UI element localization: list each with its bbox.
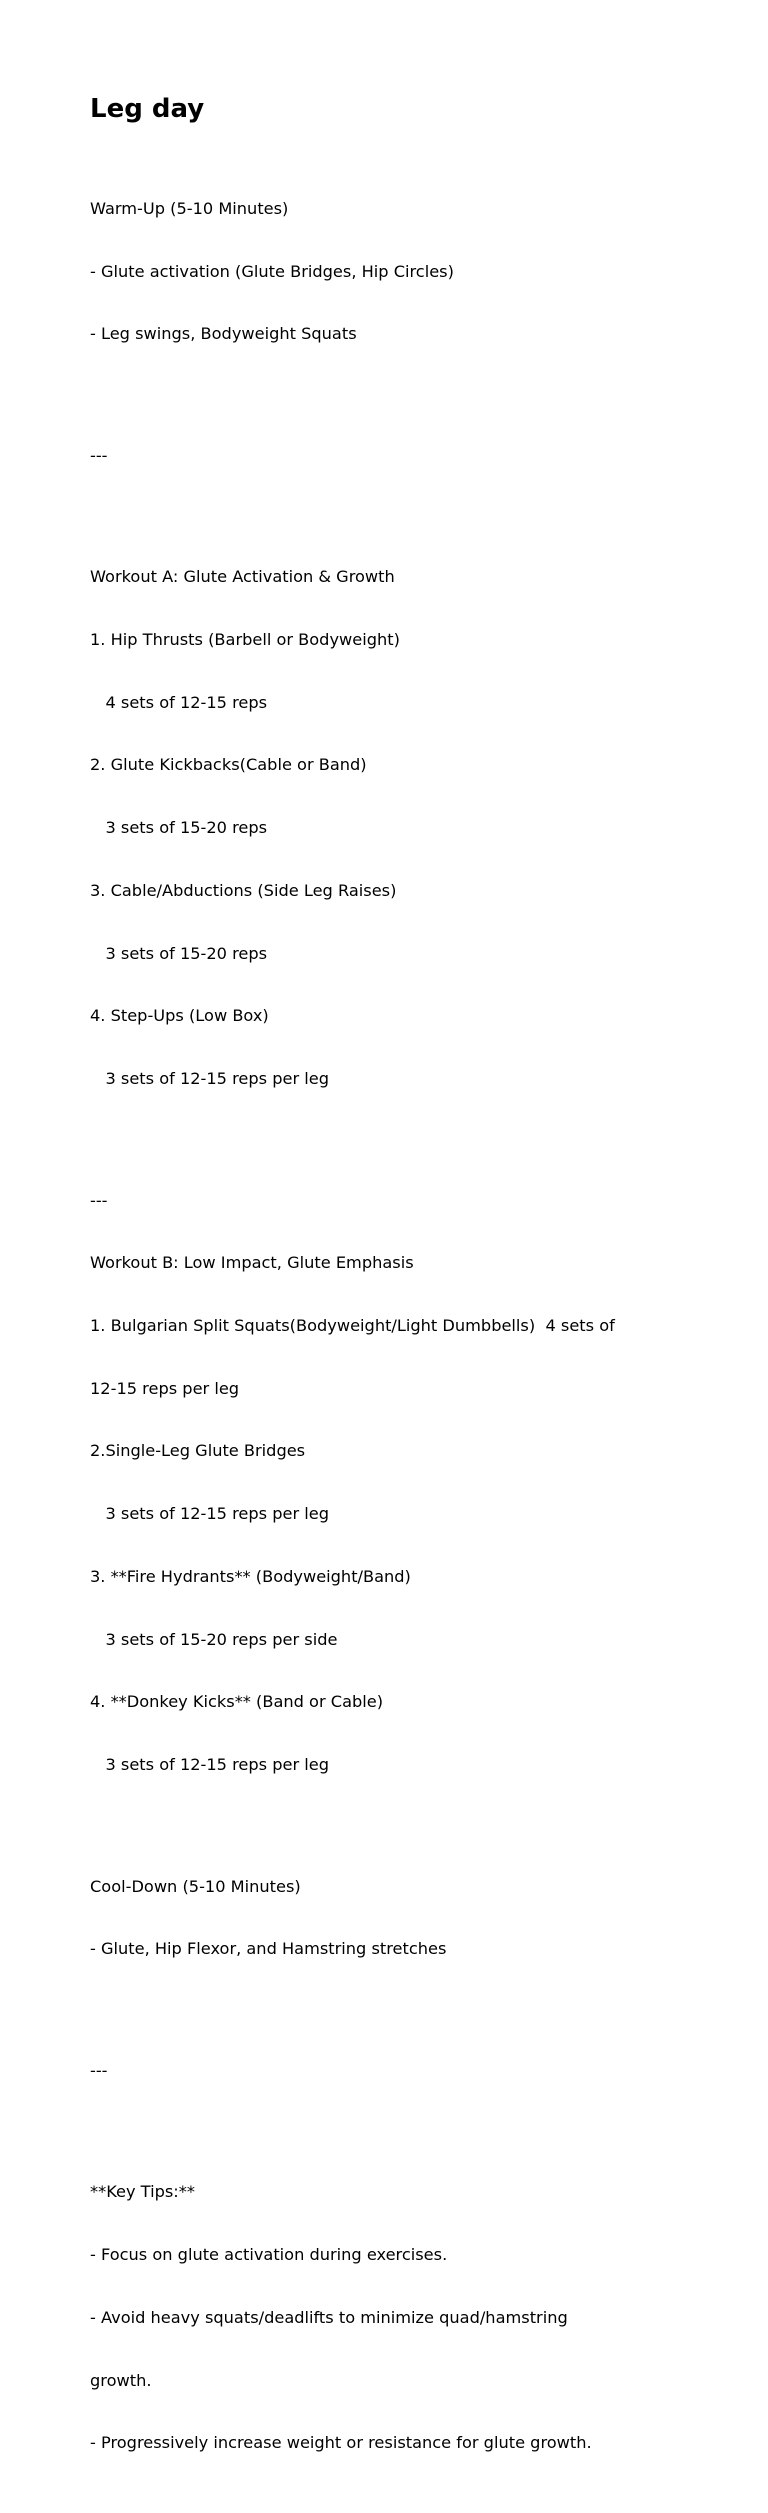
page-title: Leg day	[90, 94, 205, 124]
text-line: - Glute, Hip Flexor, and Hamstring stretches	[90, 1939, 447, 1959]
text-line: - Focus on glute activation during exercises.	[90, 2245, 448, 2265]
text-line: 3 sets of 12-15 reps per leg	[90, 1504, 330, 1524]
text-line: ---	[90, 2060, 108, 2080]
workout-a-section	[90, 526, 730, 1132]
text-line: 4 sets of 12-15 reps	[90, 692, 268, 712]
workout-b-section	[90, 1149, 730, 1818]
text-line: - Avoid heavy squats/deadlifts to minimize quad/hamstring	[90, 2307, 568, 2327]
text-line: 3 sets of 12-15 reps per leg	[90, 1755, 330, 1775]
text-line: 2.Single-Leg Glute Bridges	[90, 1441, 306, 1461]
text-line: - Leg swings, Bodyweight Squats	[90, 324, 357, 344]
text-line: growth.	[90, 2370, 152, 2390]
warmup-section	[90, 157, 730, 387]
text-line: 4. Step-Ups (Low Box)	[90, 1006, 269, 1026]
text-line: Workout B: Low Impact, Glute Emphasis	[90, 1253, 414, 1273]
text-line: - Glute activation (Glute Bridges, Hip Circles)	[90, 261, 454, 281]
text-line: 3 sets of 15-20 reps	[90, 818, 268, 838]
text-line: **Key Tips:**	[90, 2182, 195, 2202]
text-line: 3 sets of 12-15 reps per leg	[90, 1069, 330, 1089]
text-line: - Progressively increase weight or resistance for glute growth.	[90, 2433, 592, 2453]
text-line: 3 sets of 15-20 reps per side	[90, 1629, 338, 1649]
key-tips-section	[90, 2141, 730, 2496]
text-line: 2. Glute Kickbacks(Cable or Band)	[90, 755, 367, 775]
text-line: 3. Cable/Abductions (Side Leg Raises)	[90, 880, 397, 900]
text-line: 3 sets of 15-20 reps	[90, 943, 268, 963]
document-body	[90, 92, 730, 2513]
separator	[90, 404, 730, 509]
text-line: Warm-Up (5-10 Minutes)	[90, 198, 289, 218]
text-line: 4. **Donkey Kicks** (Band or Cable)	[90, 1692, 384, 1712]
text-line: 12-15 reps per leg	[90, 1378, 240, 1398]
text-line: Cool-Down (5-10 Minutes)	[90, 1876, 301, 1896]
text-line: Workout A: Glute Activation & Growth	[90, 567, 395, 587]
separator	[90, 2019, 730, 2124]
cooldown-section	[90, 1835, 730, 2002]
text-line: 3. **Fire Hydrants** (Bodyweight/Band)	[90, 1566, 411, 1586]
text-line: 1. Hip Thrusts (Barbell or Bodyweight)	[90, 630, 400, 650]
text-line: ---	[90, 1190, 108, 1210]
text-line: ---	[90, 445, 108, 465]
text-line: 1. Bulgarian Split Squats(Bodyweight/Light Dumbbells) 4 sets of	[90, 1316, 615, 1336]
